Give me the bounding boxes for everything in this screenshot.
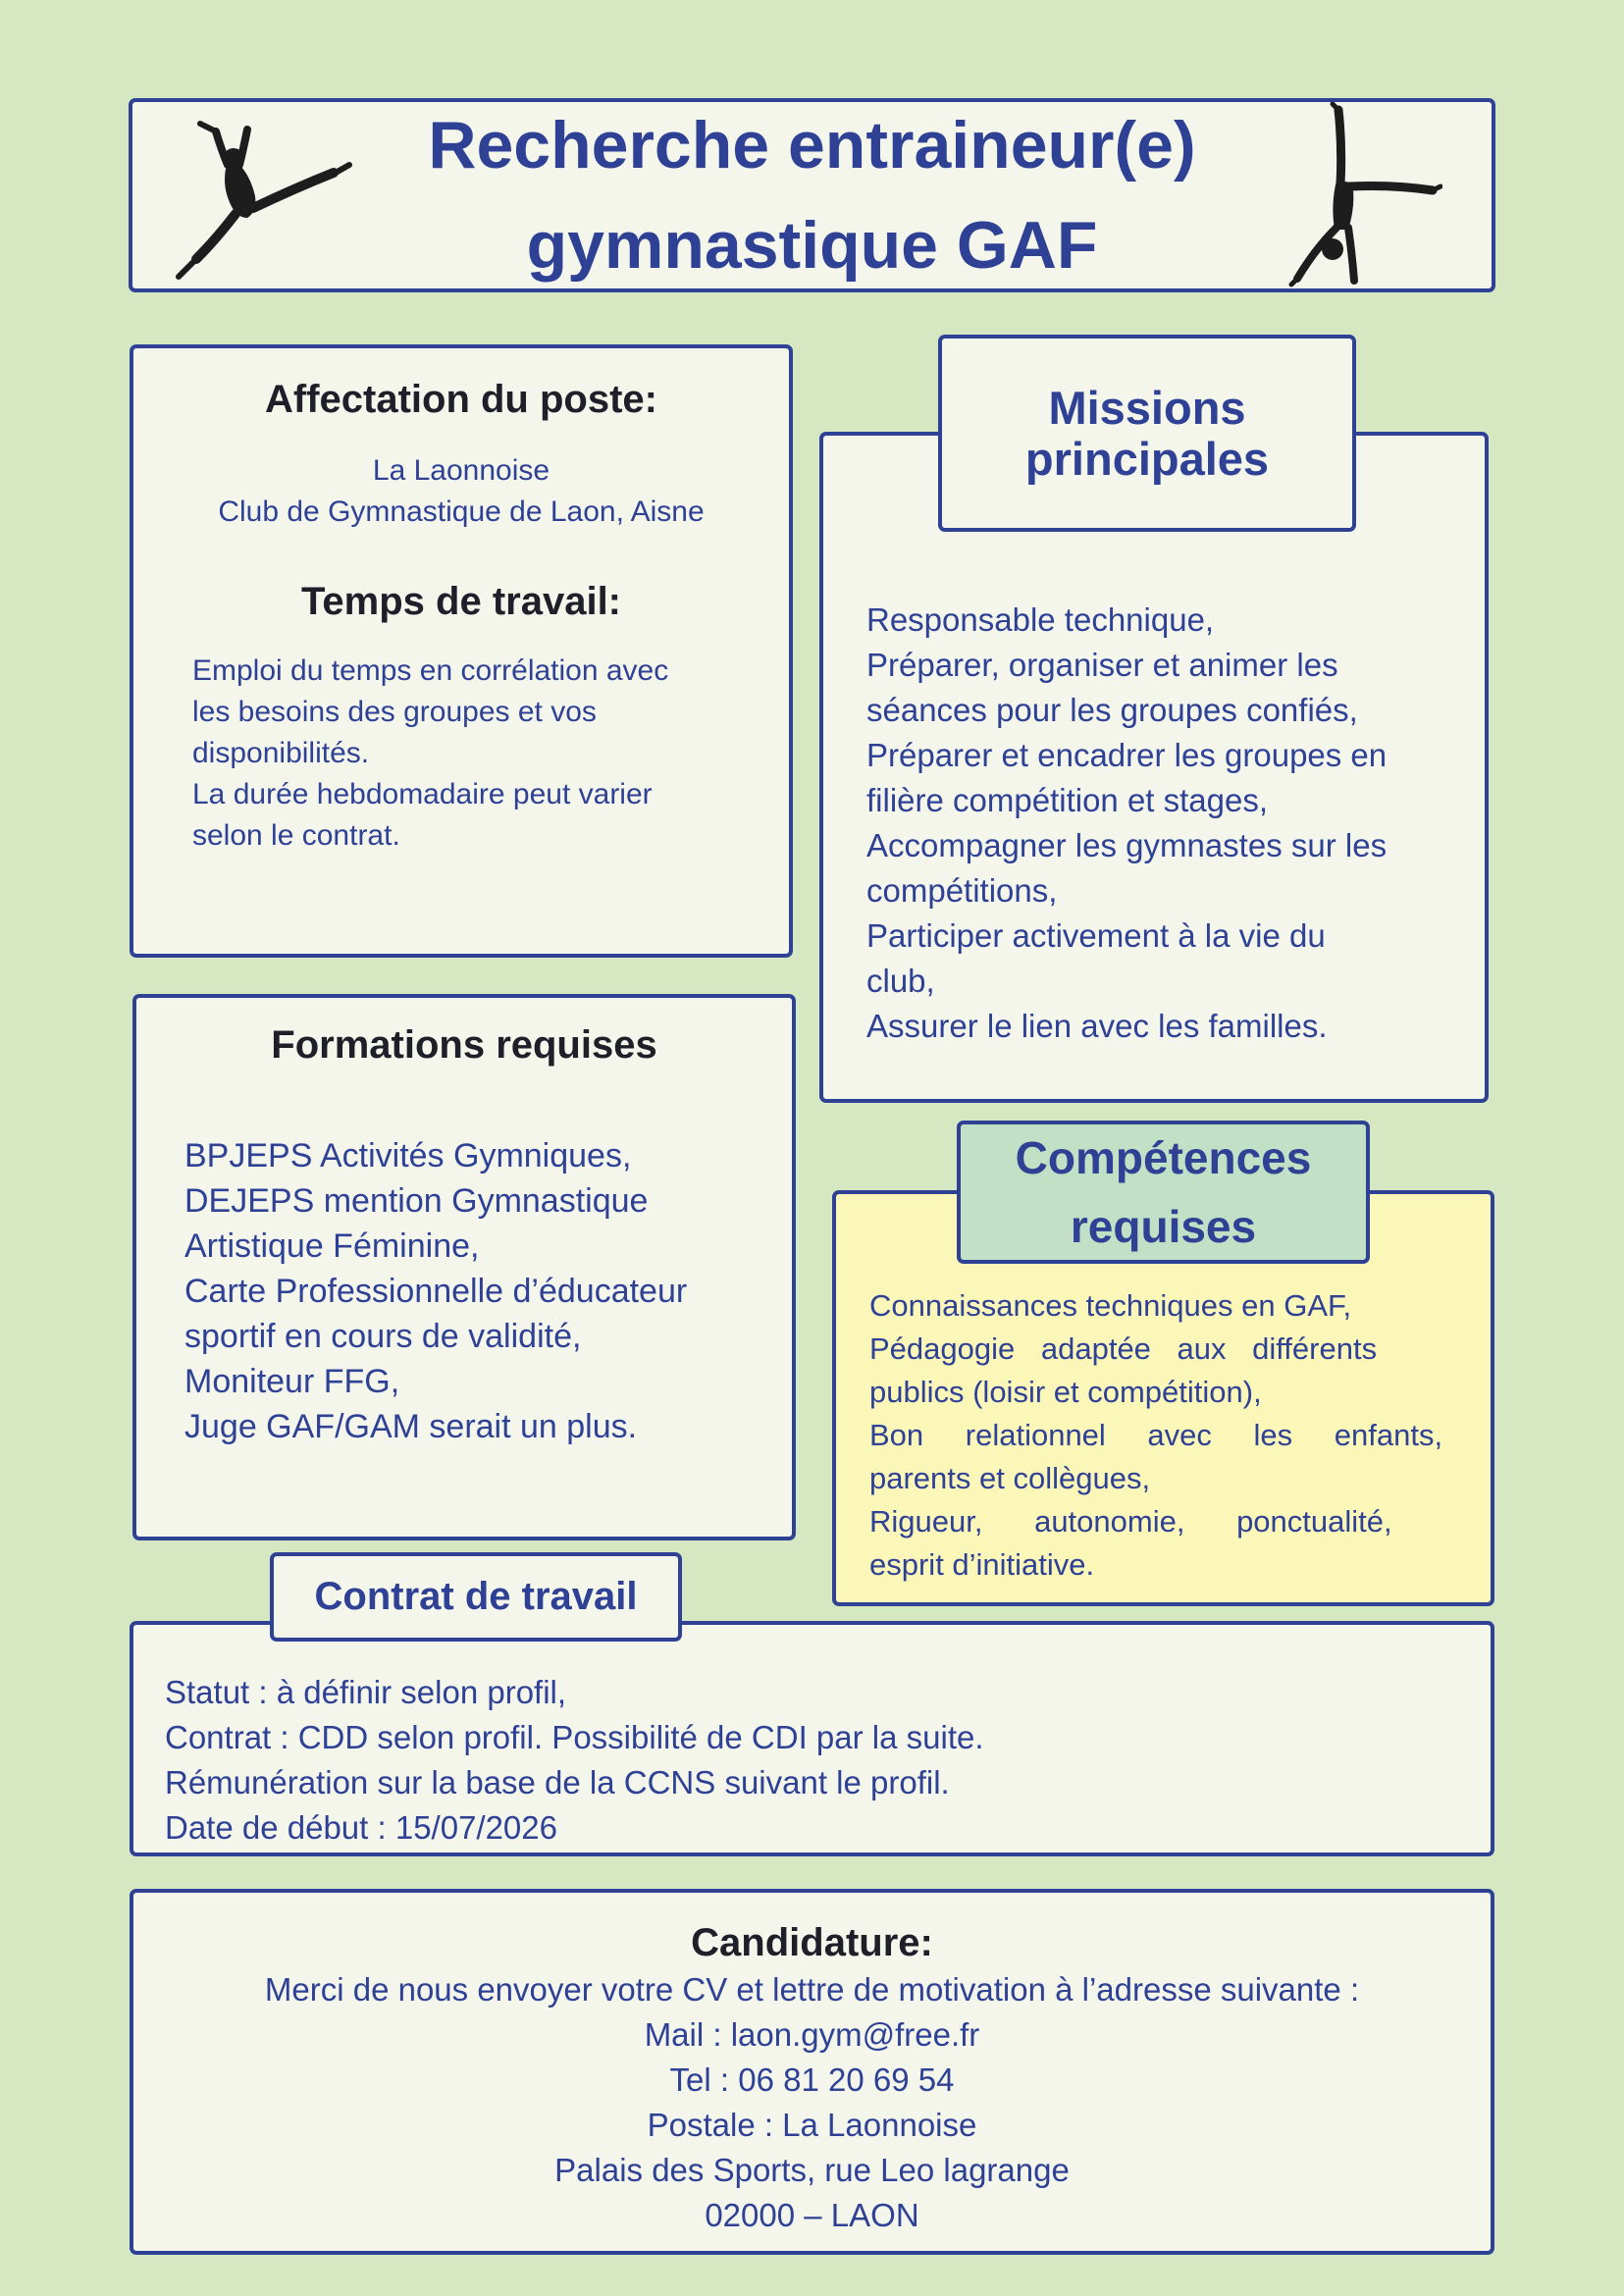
competences-item: parents et collègues, — [869, 1461, 1151, 1495]
temps-line: Emploi du temps en corrélation avec — [192, 654, 669, 687]
affectation-panel — [130, 344, 793, 958]
contrat-panel — [130, 1621, 1494, 1856]
missions-item: Responsable technique, — [866, 601, 1215, 638]
missions-item: Accompagner les gymnastes sur les — [866, 827, 1388, 863]
candidature-phone: Tel : 06 81 20 69 54 — [669, 2061, 955, 2098]
missions-item: club, — [866, 963, 935, 999]
contrat-item: Date de début : 15/07/2026 — [165, 1809, 557, 1846]
missions-list — [866, 598, 1387, 1049]
missions-item: Assurer le lien avec les familles. — [866, 1008, 1328, 1044]
candidature-mail: Mail : laon.gym@free.fr — [644, 2016, 980, 2053]
temps-line: selon le contrat. — [192, 819, 400, 852]
contrat-item: Rémunération sur la base de la CCNS suivant le profil. — [165, 1764, 950, 1800]
affectation-lines — [133, 450, 789, 533]
title-line-2: gymnastique GAF — [526, 208, 1098, 283]
temps-line: les besoins des groupes et vos — [192, 696, 597, 728]
missions-heading-line-1: Missions — [1048, 381, 1246, 434]
competences-item-justified — [869, 1328, 1457, 1371]
missions-item: Préparer et encadrer les groupes en — [866, 737, 1388, 773]
missions-item: filière compétition et stages, — [866, 782, 1269, 818]
formations-item: BPJEPS Activités Gymniques, — [184, 1137, 632, 1174]
competences-item: Connaissances techniques en GAF, — [869, 1288, 1352, 1323]
missions-item: compétitions, — [866, 872, 1058, 909]
contrat-item: Contrat : CDD selon profil. Possibilité de CDI par la suite. — [165, 1719, 984, 1755]
missions-heading — [938, 335, 1356, 532]
affectation-line: La Laonnoise — [372, 454, 550, 487]
formations-item: DEJEPS mention Gymnastique — [184, 1182, 649, 1220]
competences-item: esprit d’initiative. — [869, 1547, 1095, 1582]
competences-item: Pédagogie adaptée aux différents — [869, 1331, 1378, 1366]
temps-heading: Temps de travail: — [300, 580, 622, 623]
missions-item: Participer activement à la vie du — [866, 917, 1326, 954]
competences-heading-line-2: requises — [1070, 1201, 1257, 1252]
contrat-list — [165, 1670, 984, 1851]
formations-item: Moniteur FFG, — [184, 1363, 400, 1400]
affectation-heading: Affectation du poste: — [265, 378, 657, 421]
temps-line: disponibilités. — [192, 737, 370, 769]
formations-heading: Formations requises — [271, 1023, 657, 1067]
missions-item: séances pour les groupes confiés, — [866, 692, 1358, 728]
gymnast-leap-icon — [157, 102, 353, 288]
candidature-heading: Candidature: — [691, 1921, 933, 1964]
competences-item: publics (loisir et compétition), — [869, 1375, 1262, 1409]
missions-heading-line-2: principales — [1024, 432, 1270, 485]
contrat-item: Statut : à définir selon profil, — [165, 1674, 567, 1710]
formations-item: Artistique Féminine, — [184, 1227, 480, 1265]
gymnast-cartwheel-icon — [1246, 102, 1442, 288]
competences-item: Bon relationnel avec les enfants, — [869, 1418, 1443, 1452]
competences-list — [869, 1284, 1457, 1587]
contrat-heading: Contrat de travail — [270, 1552, 682, 1642]
candidature-postal: Postale : La Laonnoise — [647, 2107, 977, 2143]
candidature-content — [133, 1918, 1491, 2238]
competences-heading — [957, 1121, 1370, 1264]
candidature-panel — [130, 1889, 1494, 2255]
formations-panel — [132, 994, 796, 1540]
missions-item: Préparer, organiser et animer les — [866, 647, 1338, 683]
formations-item: Juge GAF/GAM serait un plus. — [184, 1408, 638, 1445]
formations-item: sportif en cours de validité, — [184, 1318, 582, 1355]
competences-heading-line-1: Compétences — [1015, 1132, 1312, 1183]
temps-line: La durée hebdomadaire peut varier — [192, 778, 653, 810]
temps-lines — [192, 651, 668, 857]
affectation-line: Club de Gymnastique de Laon, Aisne — [218, 496, 705, 528]
formations-item: Carte Professionnelle d’éducateur — [184, 1273, 688, 1310]
candidature-line: Merci de nous envoyer votre CV et lettre de motivation à l’adresse suivante : — [264, 1971, 1360, 2008]
candidature-address: Palais des Sports, rue Leo lagrange — [554, 2152, 1070, 2188]
candidature-city: 02000 – LAON — [705, 2197, 919, 2233]
title-line-1: Recherche entraineur(e) — [428, 108, 1196, 183]
competences-item: Rigueur, autonomie, ponctualité, — [869, 1504, 1392, 1539]
missions-panel — [819, 432, 1489, 1103]
formations-list — [184, 1133, 687, 1449]
